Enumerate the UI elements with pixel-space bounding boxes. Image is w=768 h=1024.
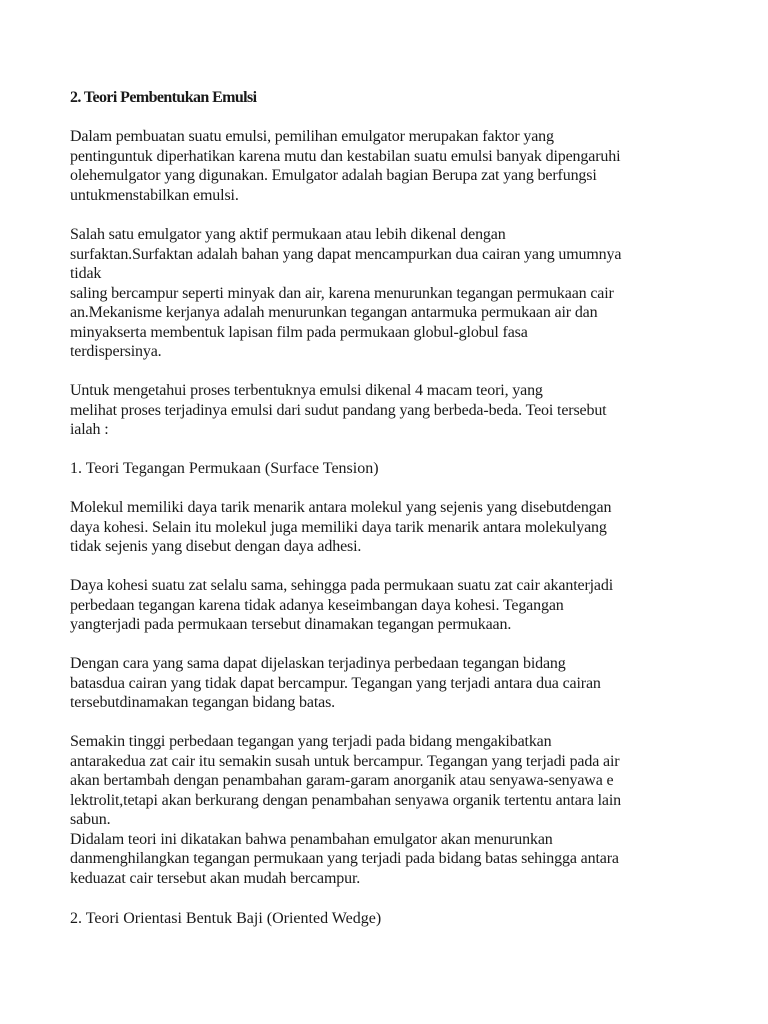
text-line: Dalam pembuatan suatu emulsi, pemilihan emulgator merupakan faktor yang bbox=[70, 128, 554, 145]
text-line: batasdua cairan yang tidak dapat bercampur. Tegangan yang terjadi antara dua cairan bbox=[70, 674, 601, 692]
text-line: untukmenstabilkan emulsi. bbox=[70, 186, 239, 204]
text-line: lektrolit,tetapi akan berkurang dengan penambahan senyawa organik tertentu antara lain bbox=[70, 791, 622, 809]
section-title: 2. Teori Pembentukan Emulsi bbox=[70, 89, 257, 106]
text-line: 1. Teori Tegangan Permukaan (Surface Tension) bbox=[70, 460, 379, 477]
text-line: 2. Teori Orientasi Bentuk Baji (Oriented Wedge) bbox=[70, 910, 382, 927]
text-line: Didalam teori ini dikatakan bahwa penambahan emulgator akan menurunkan bbox=[70, 830, 553, 848]
text-line: pentinguntuk diperhatikan karena mutu dan kestabilan suatu emulsi banyak dipengaruhi bbox=[70, 147, 621, 165]
paragraph-kohesi-adhesi bbox=[70, 498, 730, 557]
text-line: Molekul memiliki daya tarik menarik antara molekul yang sejenis yang disebutdengan bbox=[70, 499, 612, 516]
text-line: terdispersinya. bbox=[70, 343, 162, 360]
text-line: surfaktan.Surfaktan adalah bahan yang dapat mencampurkan dua cairan yang umumnya bbox=[70, 245, 622, 263]
text-line: perbedaan tegangan karena tidak adanya keseimbangan daya kohesi. Tegangan bbox=[70, 596, 564, 614]
text-line: sabun. bbox=[70, 811, 111, 828]
text-line: tidak sejenis yang disebut dengan daya adhesi. bbox=[70, 538, 362, 555]
subheading-surface-tension bbox=[70, 459, 730, 479]
paragraph-surfaktan bbox=[70, 225, 730, 362]
text-line: Dengan cara yang sama dapat dijelaskan terjadinya perbedaan tegangan bidang bbox=[70, 655, 566, 672]
text-line: Semakin tinggi perbedaan tegangan yang terjadi pada bidang mengakibatkan bbox=[70, 733, 552, 750]
text-line: an.Mekanisme kerjanya adalah menurunkan tegangan antarmuka permukaan air dan bbox=[70, 304, 598, 321]
text-line: danmenghilangkan tegangan permukaan yang terjadi pada bidang batas sehingga antara bbox=[70, 850, 619, 867]
text-line: keduazat cair tersebut akan mudah bercampur. bbox=[70, 869, 361, 887]
text-line: tersebutdinamakan tegangan bidang batas. bbox=[70, 694, 336, 711]
paragraph-bidang-batas bbox=[70, 654, 730, 713]
text-line: yangterjadi pada permukaan tersebut dinamakan tegangan permukaan. bbox=[70, 616, 512, 633]
text-line: Daya kohesi suatu zat selalu sama, sehingga pada permukaan suatu zat cair akanterjadi bbox=[70, 577, 614, 594]
text-line: saling bercampur seperti minyak dan air, karena menurunkan tegangan permukaan cair bbox=[70, 284, 614, 302]
text-line: akan bertambah dengan penambahan garam-garam anorganik atau senyawa-senyawa e bbox=[70, 772, 614, 789]
text-line: Untuk mengetahui proses terbentuknya emulsi dikenal 4 macam teori, yang bbox=[70, 382, 543, 399]
text-line: tidak bbox=[70, 265, 102, 282]
text-line: ialah : bbox=[70, 421, 109, 438]
text-line: daya kohesi. Selain itu molekul juga memiliki daya tarik menarik antara molekulyang bbox=[70, 518, 607, 536]
paragraph-tegangan-permukaan bbox=[70, 576, 730, 635]
text-line: Salah satu emulgator yang aktif permukaan atau lebih dikenal dengan bbox=[70, 226, 506, 243]
text-line: olehemulgator yang digunakan. Emulgator adalah bagian Berupa zat yang berfungsi bbox=[70, 167, 597, 184]
paragraph-perbedaan-tegangan bbox=[70, 732, 730, 888]
paragraph-teori-intro bbox=[70, 381, 730, 440]
paragraph-emulgator-intro bbox=[70, 127, 730, 205]
text-line: antarakedua zat cair itu semakin susah untuk bercampur. Tegangan yang terjadi pada air bbox=[70, 752, 620, 770]
text-line: melihat proses terjadinya emulsi dari sudut pandang yang berbeda-beda. Teoi tersebut bbox=[70, 401, 607, 419]
text-line: minyakserta membentuk lapisan film pada permukaan globul-globul fasa bbox=[70, 323, 528, 341]
subheading-oriented-wedge bbox=[70, 909, 730, 929]
